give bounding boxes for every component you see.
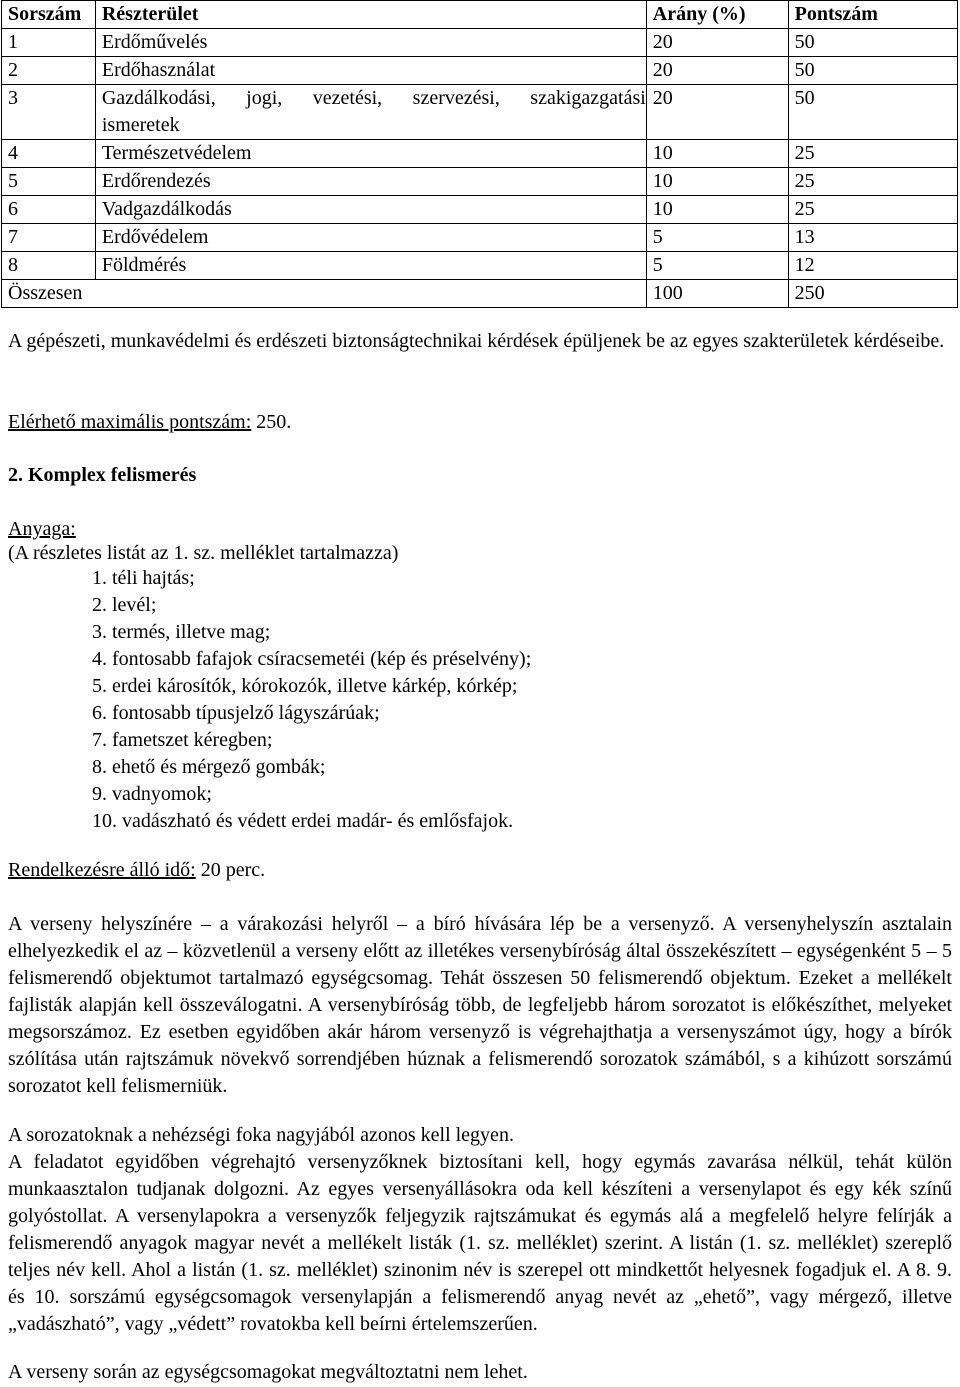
safety-note: A gépészeti, munkavédelmi és erdészeti biztonságtechnikai kérdések épüljenek be az egyes szakterületek kérdéseibe. — [8, 330, 945, 352]
total-label: Összesen — [2, 280, 647, 308]
total-points: 250 — [788, 280, 957, 308]
list-item: 5. erdei károsítók, kórokozók, illetve kárkép, kórkép; — [92, 675, 518, 697]
row-points: 12 — [788, 252, 957, 280]
row-area: Erdővédelem — [95, 224, 646, 252]
row-ratio: 5 — [646, 252, 788, 280]
time-line — [8, 857, 952, 884]
table-row — [2, 196, 958, 224]
table-row — [2, 252, 958, 280]
header-no: Sorszám — [2, 1, 96, 29]
row-no: 2 — [2, 57, 96, 85]
row-points: 50 — [788, 85, 957, 140]
row-area: Erdőművelés — [95, 29, 646, 57]
table-row — [2, 85, 958, 140]
row-points: 25 — [788, 168, 957, 196]
row-points: 13 — [788, 224, 957, 252]
material-list — [92, 565, 531, 835]
row-ratio: 10 — [646, 140, 788, 168]
row-no: 5 — [2, 168, 96, 196]
row-ratio: 20 — [646, 57, 788, 85]
max-points-label: Elérhető maximális pontszám: — [8, 411, 252, 433]
list-item: 6. fontosabb típusjelző lágyszárúak; — [92, 702, 380, 724]
total-ratio: 100 — [646, 280, 788, 308]
time-label: Rendelkezésre álló idő: — [8, 859, 196, 881]
table-row — [2, 168, 958, 196]
material-label: Anyaga: — [8, 518, 76, 540]
row-area — [95, 85, 646, 140]
row-area: Erdőrendezés — [95, 168, 646, 196]
rules-paragraph-1: A verseny helyszínére – a várakozási helyről – a bíró hívására lép be a versenyző. A versenyhelyszín asztalain elhelyezkedik el az – közvetlenül a verseny előtt az illetékes versenybíróság által összekészített – egységenként 5 – 5 felismerendő objektumot tartalmazó egységcsomag. Tehát összesen 50 felismerendő objektum. Ezeket a mellékelt fajlisták alapján kell összeválogatni. A versenybíróság több, de legfeljebb három sorozatot is előkészíthet, melyeket megsorszámoz. Ez esetben egyidőben akár három versenyző is végrehajthatja a versenyszámot úgy, hogy a bírók szólítása után rajtszámuk növekvő sorrendjében húznak a felismerendő sorozatok számából, s a kihúzott sorszámú sorozatot kell felismerniük. — [8, 913, 952, 1097]
table-row — [2, 57, 958, 85]
row-ratio: 10 — [646, 196, 788, 224]
header-ratio: Arány (%) — [646, 1, 788, 29]
max-points-value: 250. — [251, 411, 292, 433]
list-item: 1. téli hajtás; — [92, 567, 195, 589]
table-row — [2, 224, 958, 252]
score-table — [1, 0, 958, 308]
row-points: 50 — [788, 57, 957, 85]
max-points-line — [8, 409, 952, 436]
row-no: 3 — [2, 85, 96, 140]
table-row — [2, 140, 958, 168]
list-item: 7. fametszet kéregben; — [92, 729, 273, 751]
row-area: Vadgazdálkodás — [95, 196, 646, 224]
row-no: 7 — [2, 224, 96, 252]
row-no: 6 — [2, 196, 96, 224]
list-item: 9. vadnyomok; — [92, 783, 212, 805]
row-area-line2: ismeretek — [101, 114, 180, 136]
header-points: Pontszám — [788, 1, 957, 29]
row-area: Földmérés — [95, 252, 646, 280]
row-area: Erdőhasználat — [95, 57, 646, 85]
material-intro: (A részletes listát az 1. sz. melléklet tartalmazza) — [8, 542, 399, 564]
row-no: 8 — [2, 252, 96, 280]
row-area-line1: Gazdálkodási, jogi, vezetési, szervezési, szakigazgatási — [101, 87, 646, 109]
row-no: 1 — [2, 29, 96, 57]
rules-paragraph-2: A sorozatoknak a nehézségi foka nagyjából azonos kell legyen. — [8, 1124, 514, 1146]
header-area: Részterület — [95, 1, 646, 29]
row-points: 50 — [788, 29, 957, 57]
rules-paragraph-3: A feladatot egyidőben végrehajtó versenyzőknek biztosítani kell, hogy egymás zavarása nélkül, tehát külön munkaasztalon tudjanak dolgozni. Az egyes versenyállásokra oda kell készíteni a versenylapot és egy kék színű golyóstollat. A versenylapokra a versenyzők feljegyzik rajtszámukat és egymás alá a megfelelő helyre felírják a felismerendő anyagok magyar nevét a mellékelt listák (1. sz. melléklet) szerint. A listán (1. sz. melléklet) szereplő teljes név kell. Ahol a listán (1. sz. melléklet) szinonim név is szerepel ott mindkettőt helyesnek fogadjuk el. A 8. 9. és 10. sorszámú egységcsomagok versenylapján a felismerendő anyag nevét az „ehető”, vagy mérgező, illetve „vadászható”, vagy „védett” rovatokba kell beírni értelemszerűen. — [8, 1151, 952, 1335]
table-header-row — [2, 1, 958, 29]
row-ratio: 5 — [646, 224, 788, 252]
section-title: 2. Komplex felismerés — [8, 464, 197, 486]
table-row — [2, 29, 958, 57]
row-no: 4 — [2, 140, 96, 168]
list-item: 10. vadászható és védett erdei madár- és emlősfajok. — [92, 810, 514, 832]
list-item: 8. ehető és mérgező gombák; — [92, 756, 326, 778]
row-ratio: 10 — [646, 168, 788, 196]
list-item: 3. termés, illetve mag; — [92, 621, 271, 643]
list-item: 4. fontosabb fafajok csíracsemetéi (kép és préselvény); — [92, 648, 532, 670]
time-value: 20 perc. — [195, 859, 266, 881]
rules-paragraph-4: A verseny során az egységcsomagokat megváltoztatni nem lehet. — [8, 1361, 528, 1383]
row-area: Természetvédelem — [95, 140, 646, 168]
row-points: 25 — [788, 140, 957, 168]
list-item: 2. levél; — [92, 594, 157, 616]
table-total-row — [2, 280, 958, 308]
row-ratio: 20 — [646, 29, 788, 57]
row-points: 25 — [788, 196, 957, 224]
row-ratio: 20 — [646, 85, 788, 140]
